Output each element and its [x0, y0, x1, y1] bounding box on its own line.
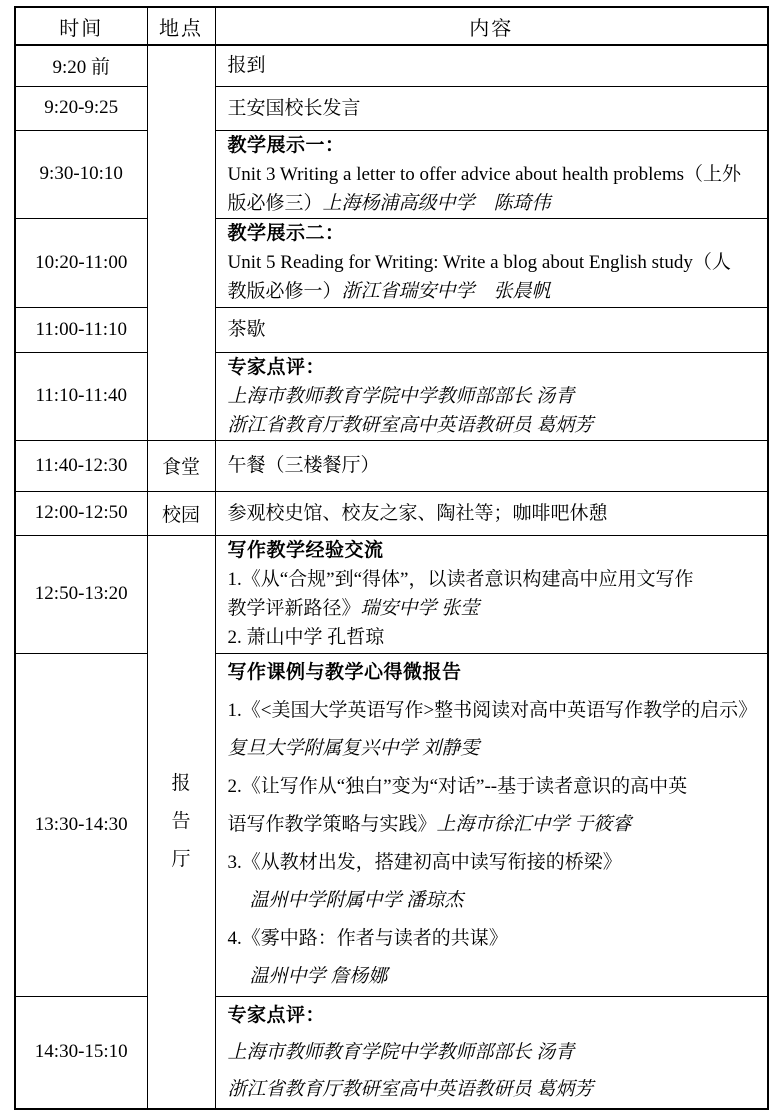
- text-run-regular: 4.《雾中路：作者与读者的共谋》: [227, 927, 508, 949]
- place-cell: [147, 535, 215, 1109]
- content-cell: [215, 45, 768, 86]
- text-run-regular: 2. 萧山中学 孔哲琼: [227, 627, 385, 648]
- time-cell: 11:10-11:40: [15, 352, 147, 440]
- text-run-kai: 温州中学 詹杨娜: [249, 965, 388, 987]
- content-line: [228, 499, 762, 528]
- text-run-kai: 浙江省教育厅教研室高中英语教研员 葛炳芳: [227, 1078, 594, 1100]
- table-row: [15, 491, 768, 535]
- text-run-regular: Unit 3 Writing a letter to offer advice about health problems（上外: [227, 163, 742, 185]
- content-line: [228, 353, 762, 382]
- table-row: [15, 535, 768, 653]
- text-run-regular: 3.《从教材出发，搭建初高中读写衔接的桥梁》: [227, 851, 622, 873]
- content-line: [228, 882, 762, 920]
- content-line: [228, 189, 762, 218]
- place-cell: 校园: [147, 491, 215, 535]
- time-cell: 13:30-14:30: [15, 653, 147, 996]
- time-cell: 11:00-11:10: [15, 307, 147, 352]
- content-cell: [215, 653, 768, 996]
- text-run-regular: 1.《从“合规”到“得体”，以读者意识构建高中应用文写作: [227, 569, 694, 590]
- content-line: [228, 565, 762, 594]
- time-cell: 12:00-12:50: [15, 491, 147, 535]
- time-cell: 9:30-10:10: [15, 130, 147, 218]
- content-line: [228, 958, 762, 996]
- content-line: [228, 248, 762, 277]
- text-run-kai: 浙江省教育厅教研室高中英语教研员 葛炳芳: [227, 414, 594, 436]
- table-row: [15, 86, 768, 130]
- content-cell: [215, 535, 768, 653]
- content-cell: [215, 218, 768, 307]
- text-run-regular: 王安国校长发言: [227, 97, 361, 119]
- text-run-regular: 参观校史馆、校友之家、陶社等；咖啡吧休憩: [227, 502, 608, 524]
- content-cell: [215, 352, 768, 440]
- text-run-regular: 教版必修一）: [227, 281, 342, 302]
- content-line: [228, 654, 762, 692]
- text-run-kai: 上海市徐汇中学 于筱睿: [436, 813, 632, 835]
- content-line: [228, 536, 762, 565]
- content-cell: [215, 440, 768, 491]
- content-line: [228, 382, 762, 411]
- content-cell: [215, 86, 768, 130]
- place-cell: 食堂: [147, 440, 215, 491]
- text-run-regular: Unit 5 Reading for Writing: Write a blog about English study（人: [227, 252, 731, 273]
- text-run-regular: 版必修三）: [227, 192, 323, 214]
- time-cell: 10:20-11:00: [15, 218, 147, 307]
- text-run-bold: 教学展示一：: [227, 134, 345, 156]
- text-run-kai: 浙江省瑞安中学 张晨帆: [341, 281, 551, 302]
- time-cell: 12:50-13:20: [15, 535, 147, 653]
- content-line: [228, 94, 762, 123]
- content-line: [228, 768, 762, 806]
- content-line: [228, 730, 762, 768]
- text-run-regular: 语写作教学策略与实践》: [227, 813, 437, 835]
- text-run-kai: 上海市教师教育学院中学教师部部长 汤青: [227, 385, 575, 407]
- content-cell: [215, 130, 768, 218]
- schedule-table: [14, 6, 769, 1110]
- schedule-rows: [15, 45, 768, 1109]
- content-line: [228, 160, 762, 189]
- place-vertical-char: 厅: [171, 848, 191, 870]
- content-line: [228, 623, 762, 652]
- text-run-regular: 报到: [227, 55, 266, 77]
- text-run-regular: 茶歇: [227, 319, 266, 340]
- time-cell: 14:30-15:10: [15, 996, 147, 1109]
- content-line: [228, 594, 762, 623]
- header-row: [15, 7, 768, 45]
- text-run-bold: 专家点评：: [227, 356, 326, 378]
- table-row: [15, 130, 768, 218]
- table-row: [15, 307, 768, 352]
- table-row: [15, 352, 768, 440]
- content-line: [228, 219, 762, 248]
- content-line: [228, 692, 762, 730]
- content-cell: [215, 307, 768, 352]
- text-run-bold: 写作教学经验交流: [227, 540, 384, 561]
- text-run-bold: 专家点评：: [227, 1004, 326, 1026]
- table-row: [15, 996, 768, 1109]
- place-vertical-char: 告: [171, 810, 191, 832]
- text-run-bold: 教学展示二：: [227, 223, 345, 244]
- text-run-kai: 上海市教师教育学院中学教师部部长 汤青: [227, 1041, 575, 1063]
- place-cell: [147, 45, 215, 440]
- text-run-regular: 2.《让写作从“独白”变为“对话”--基于读者意识的高中英: [227, 775, 688, 797]
- content-line: [228, 277, 762, 306]
- table-row: [15, 440, 768, 491]
- content-line: [228, 51, 762, 80]
- content-line: [228, 1034, 762, 1071]
- content-line: [228, 315, 762, 344]
- table-row: [15, 45, 768, 86]
- text-run-regular: 午餐（三楼餐厅）: [227, 455, 380, 476]
- content-line: [228, 997, 762, 1034]
- content-cell: [215, 996, 768, 1109]
- text-run-bold: 写作课例与教学心得微报告: [227, 661, 462, 683]
- text-run-kai: 温州中学附属中学 潘琼杰: [249, 889, 464, 911]
- text-run-regular: 教学评新路径》: [227, 598, 361, 619]
- text-run-regular: 1.《<美国大学英语写作>整书阅读对高中英语写作教学的启示》: [227, 699, 758, 721]
- time-cell: 11:40-12:30: [15, 440, 147, 491]
- content-line: [228, 411, 762, 440]
- content-line: [228, 1071, 762, 1108]
- table-row: [15, 653, 768, 996]
- place-vertical-char: 报: [171, 772, 191, 794]
- text-run-kai: 上海杨浦高级中学 陈琦伟: [322, 192, 551, 214]
- col-header-time: 时间: [15, 7, 147, 45]
- time-cell: 9:20-9:25: [15, 86, 147, 130]
- col-header-content: 内容: [215, 7, 768, 45]
- content-line: [228, 844, 762, 882]
- content-line: [228, 131, 762, 160]
- text-run-kai: 瑞安中学 张莹: [360, 598, 480, 619]
- table-row: [15, 218, 768, 307]
- col-header-place: 地点: [147, 7, 215, 45]
- content-line: [228, 451, 762, 480]
- content-cell: [215, 491, 768, 535]
- content-line: [228, 806, 762, 844]
- text-run-kai: 复旦大学附属复兴中学 刘静雯: [227, 737, 480, 759]
- content-line: [228, 920, 762, 958]
- time-cell: 9:20 前: [15, 45, 147, 86]
